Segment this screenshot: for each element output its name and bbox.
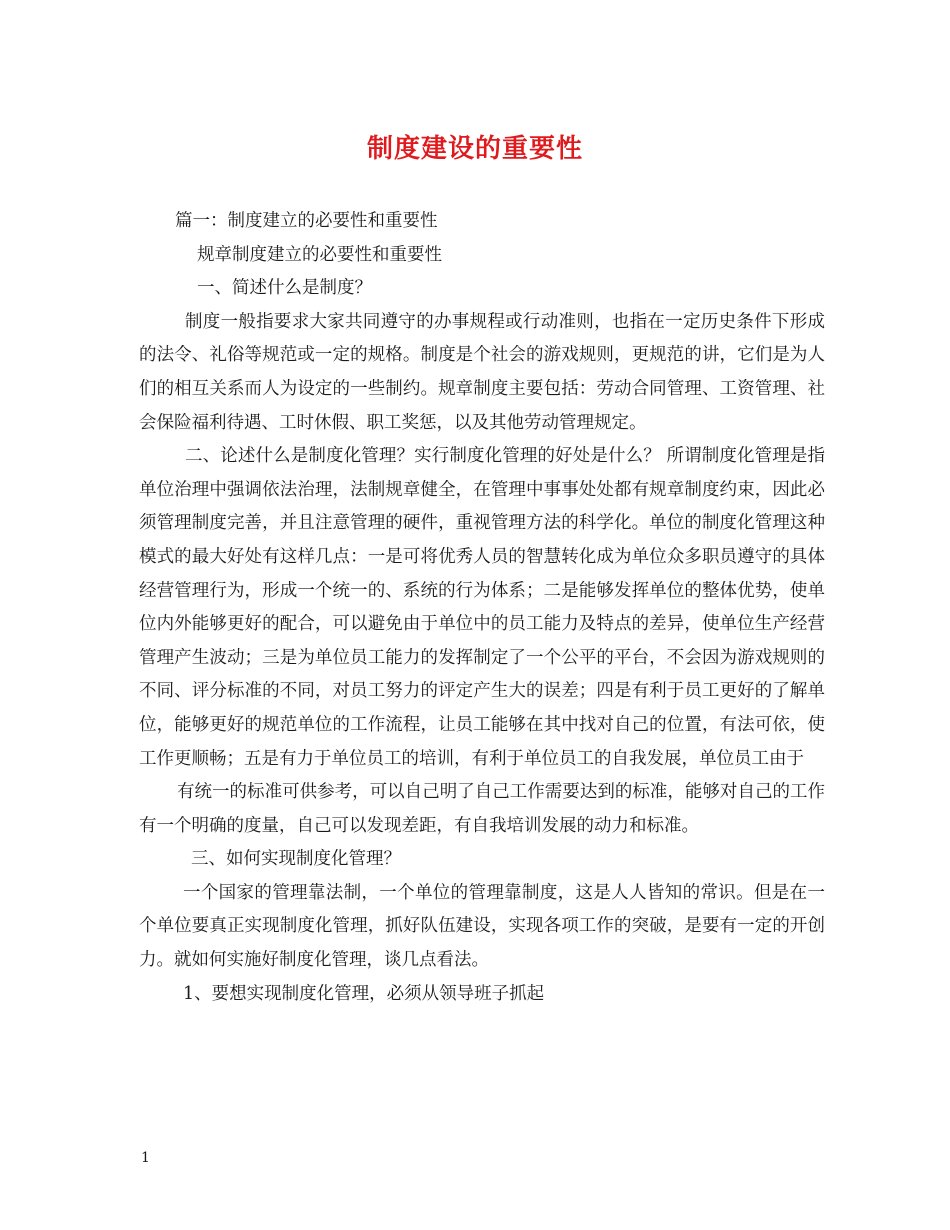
document-body [139,205,825,1011]
section-heading: 篇一：制度建立的必要性和重要性 [175,211,438,231]
document-title: 制度建设的重要性 [366,134,583,164]
paragraph: 制度一般指要求大家共同遵守的办事规程或行动准则，也指在一定历史条件下形成的法令、礼俗等规范或一定的规格。制度是个社会的游戏规则，更规范的讲，它们是为人们的相互关系而人为设定的一些制约。规章制度主要包括：劳动合同管理、工资管理、社会保险福利待遇、工时休假、职工奖惩，以及其他劳动管理规定。 [139,311,825,433]
paragraph: 1、要想实现制度化管理，必须从领导班子抓起 [183,983,545,1004]
question-heading: 一、简述什么是制度？ [197,278,372,299]
paragraph: 一个国家的管理靠法制，一个单位的管理靠制度，这是人人皆知的常识。但是在一个单位要真正实现制度化管理，抓好队伍建设，实现各项工作的突破，是要有一定的开创力。就如何实施好制度化管理，谈几点看法。 [139,882,825,971]
subtitle: 规章制度建立的必要性和重要性 [197,244,442,265]
page-number: 1 [141,1150,150,1166]
paragraph: 有统一的标准可供参考，可以自己明了自己工作需要达到的标准，能够对自己的工作有一个明确的度量，自己可以发现差距，有自我培训发展的动力和标准。 [139,782,825,836]
question-heading: 三、如何实现制度化管理？ [191,849,401,870]
paragraph: 二、论述什么是制度化管理？实行制度化管理的好处是什么？ 所谓制度化管理是指单位治理中强调依法治理，法制规章健全，在管理中事事处处都有规章制度约束，因此必须管理制度完善，并且注意管理的硬件，重视管理方法的科学化。单位的制度化管理这种模式的最大好处有这样几点：一是可将优秀人员的智慧转化成为单位众多职员遵守的具体经营管理行为，形成一个统一的、系统的行为体系；二是能够发挥单位的整体优势，使单位内外能够更好的配合，可以避免由于单位中的员工能力及特点的差异，使单位生产经营管理产生波动；三是为单位员工能力的发挥制定了一个公平的平台，不会因为游戏规则的不同、评分标准的不同，对员工努力的评定产生大的误差；四是有利于员工更好的了解单位，能够更好的规范单位的工作流程，让员工能够在其中找对自己的位置，有法可依，使工作更顺畅；五是有力于单位员工的培训，有利于单位员工的自我发展，单位员工由于 [139,446,825,769]
